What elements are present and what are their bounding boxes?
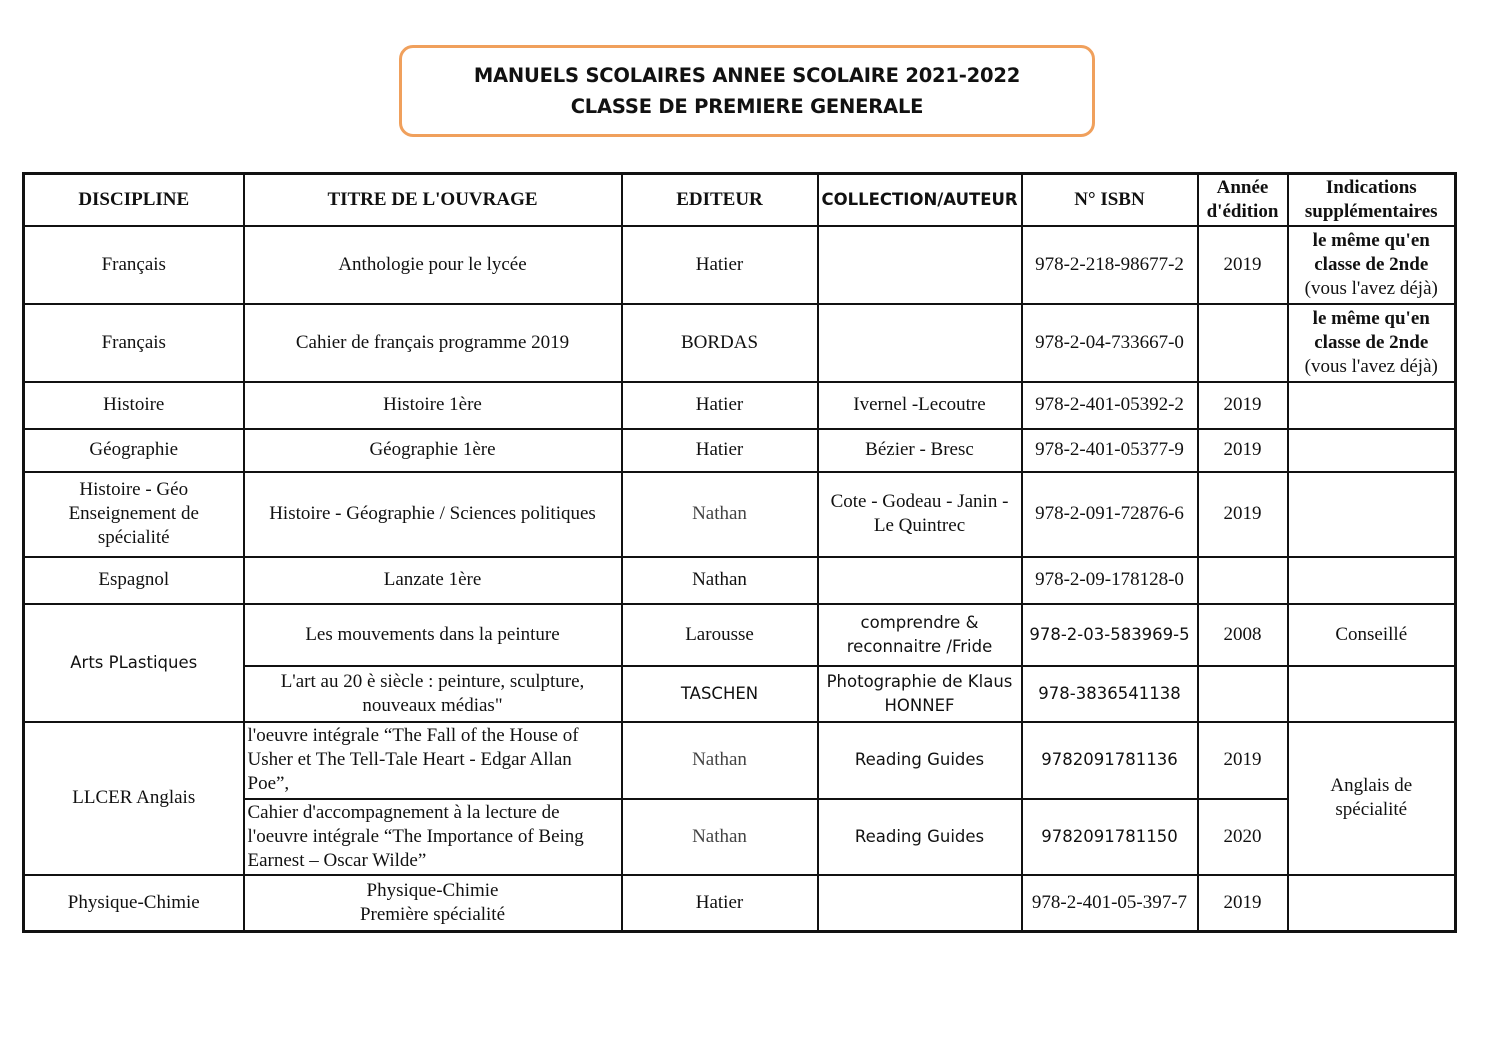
cell-collection: Bézier - Bresc bbox=[818, 429, 1022, 472]
cell-indications bbox=[1288, 557, 1456, 604]
cell-titre: Physique-Chimie Première spécialité bbox=[244, 875, 622, 932]
cell-isbn: 978-2-218-98677-2 bbox=[1022, 226, 1198, 304]
cell-titre: Les mouvements dans la peinture bbox=[244, 604, 622, 666]
cell-editeur: Nathan bbox=[622, 722, 818, 799]
cell-isbn: 978-3836541138 bbox=[1022, 666, 1198, 722]
cell-annee: 2019 bbox=[1198, 226, 1288, 304]
cell-editeur: BORDAS bbox=[622, 304, 818, 382]
cell-titre: Lanzate 1ère bbox=[244, 557, 622, 604]
cell-indications: le même qu'en classe de 2nde (vous l'avez déjà) bbox=[1288, 226, 1456, 304]
cell-annee bbox=[1198, 666, 1288, 722]
cell-isbn: 978-2-09-178128-0 bbox=[1022, 557, 1198, 604]
cell-titre: Histoire - Géographie / Sciences politiques bbox=[244, 472, 622, 557]
cell-editeur: Larousse bbox=[622, 604, 818, 666]
textbooks-table bbox=[22, 172, 1457, 933]
col-header-discipline: DISCIPLINE bbox=[24, 174, 244, 226]
cell-annee bbox=[1198, 304, 1288, 382]
cell-isbn: 978-2-03-583969-5 bbox=[1022, 604, 1198, 666]
cell-indications: le même qu'en classe de 2nde (vous l'avez déjà) bbox=[1288, 304, 1456, 382]
cell-indications bbox=[1288, 666, 1456, 722]
cell-discipline: Histoire bbox=[24, 382, 244, 429]
cell-titre: Géographie 1ère bbox=[244, 429, 622, 472]
document-title: MANUELS SCOLAIRES ANNEE SCOLAIRE 2021-2022 bbox=[473, 64, 1021, 87]
cell-indications: Anglais de spécialité bbox=[1288, 722, 1456, 875]
col-header-editeur: EDITEUR bbox=[622, 174, 818, 226]
cell-collection: Cote - Godeau - Janin - Le Quintrec bbox=[818, 472, 1022, 557]
cell-editeur: Hatier bbox=[622, 875, 818, 932]
cell-isbn: 978-2-091-72876-6 bbox=[1022, 472, 1198, 557]
cell-editeur: Hatier bbox=[622, 382, 818, 429]
table-row bbox=[24, 472, 1456, 557]
table-row bbox=[24, 226, 1456, 304]
cell-discipline: Arts PLastiques bbox=[24, 604, 244, 722]
document-title-box bbox=[399, 45, 1095, 137]
cell-isbn: 978-2-401-05377-9 bbox=[1022, 429, 1198, 472]
cell-indications bbox=[1288, 875, 1456, 932]
cell-titre: Cahier de français programme 2019 bbox=[244, 304, 622, 382]
cell-annee: 2019 bbox=[1198, 429, 1288, 472]
table-row bbox=[24, 604, 1456, 666]
cell-indications: Conseillé bbox=[1288, 604, 1456, 666]
cell-annee: 2008 bbox=[1198, 604, 1288, 666]
table-row bbox=[24, 429, 1456, 472]
col-header-collection: COLLECTION/AUTEUR bbox=[818, 174, 1022, 226]
table-row bbox=[24, 557, 1456, 604]
cell-isbn: 9782091781150 bbox=[1022, 799, 1198, 875]
cell-indications bbox=[1288, 382, 1456, 429]
cell-editeur: Nathan bbox=[622, 472, 818, 557]
cell-indications bbox=[1288, 429, 1456, 472]
cell-isbn: 978-2-401-05392-2 bbox=[1022, 382, 1198, 429]
col-header-annee: Année d'édition bbox=[1198, 174, 1288, 226]
cell-isbn: 978-2-04-733667-0 bbox=[1022, 304, 1198, 382]
cell-titre: Cahier d'accompagnement à la lecture de l'oeuvre intégrale “The Importance of Being Earnest – Oscar Wilde” bbox=[244, 799, 622, 875]
cell-indications bbox=[1288, 472, 1456, 557]
table-row bbox=[24, 304, 1456, 382]
cell-discipline: Géographie bbox=[24, 429, 244, 472]
cell-collection bbox=[818, 226, 1022, 304]
cell-annee bbox=[1198, 557, 1288, 604]
table-row bbox=[24, 722, 1456, 799]
cell-editeur: Hatier bbox=[622, 429, 818, 472]
cell-titre: Anthologie pour le lycée bbox=[244, 226, 622, 304]
table-row bbox=[24, 382, 1456, 429]
cell-titre: Histoire 1ère bbox=[244, 382, 622, 429]
cell-discipline: Français bbox=[24, 226, 244, 304]
cell-discipline: Espagnol bbox=[24, 557, 244, 604]
cell-editeur: Hatier bbox=[622, 226, 818, 304]
table-row bbox=[24, 875, 1456, 932]
cell-collection: Reading Guides bbox=[818, 799, 1022, 875]
cell-collection bbox=[818, 304, 1022, 382]
cell-annee: 2020 bbox=[1198, 799, 1288, 875]
table-header-row bbox=[24, 174, 1456, 226]
cell-isbn: 9782091781136 bbox=[1022, 722, 1198, 799]
col-header-isbn: N° ISBN bbox=[1022, 174, 1198, 226]
cell-isbn: 978-2-401-05-397-7 bbox=[1022, 875, 1198, 932]
cell-editeur: Nathan bbox=[622, 799, 818, 875]
cell-collection: comprendre & reconnaitre /Fride bbox=[818, 604, 1022, 666]
cell-editeur: TASCHEN bbox=[622, 666, 818, 722]
cell-discipline: Physique-Chimie bbox=[24, 875, 244, 932]
cell-collection: Ivernel -Lecoutre bbox=[818, 382, 1022, 429]
cell-discipline: Histoire - Géo Enseignement de spécialité bbox=[24, 472, 244, 557]
cell-collection bbox=[818, 875, 1022, 932]
col-header-indications: Indications supplémentaires bbox=[1288, 174, 1456, 226]
document-subtitle: CLASSE DE PREMIERE GENERALE bbox=[570, 95, 924, 118]
cell-collection bbox=[818, 557, 1022, 604]
cell-collection: Photographie de Klaus HONNEF bbox=[818, 666, 1022, 722]
cell-titre: L'art au 20 è siècle : peinture, sculpture, nouveaux médias" bbox=[244, 666, 622, 722]
cell-annee: 2019 bbox=[1198, 382, 1288, 429]
cell-discipline: Français bbox=[24, 304, 244, 382]
col-header-titre: TITRE DE L'OUVRAGE bbox=[244, 174, 622, 226]
cell-annee: 2019 bbox=[1198, 472, 1288, 557]
cell-annee: 2019 bbox=[1198, 875, 1288, 932]
cell-annee: 2019 bbox=[1198, 722, 1288, 799]
cell-collection: Reading Guides bbox=[818, 722, 1022, 799]
cell-discipline: LLCER Anglais bbox=[24, 722, 244, 875]
cell-titre: l'oeuvre intégrale “The Fall of the House of Usher et The Tell-Tale Heart - Edgar Allan Poe”, bbox=[244, 722, 622, 799]
cell-editeur: Nathan bbox=[622, 557, 818, 604]
